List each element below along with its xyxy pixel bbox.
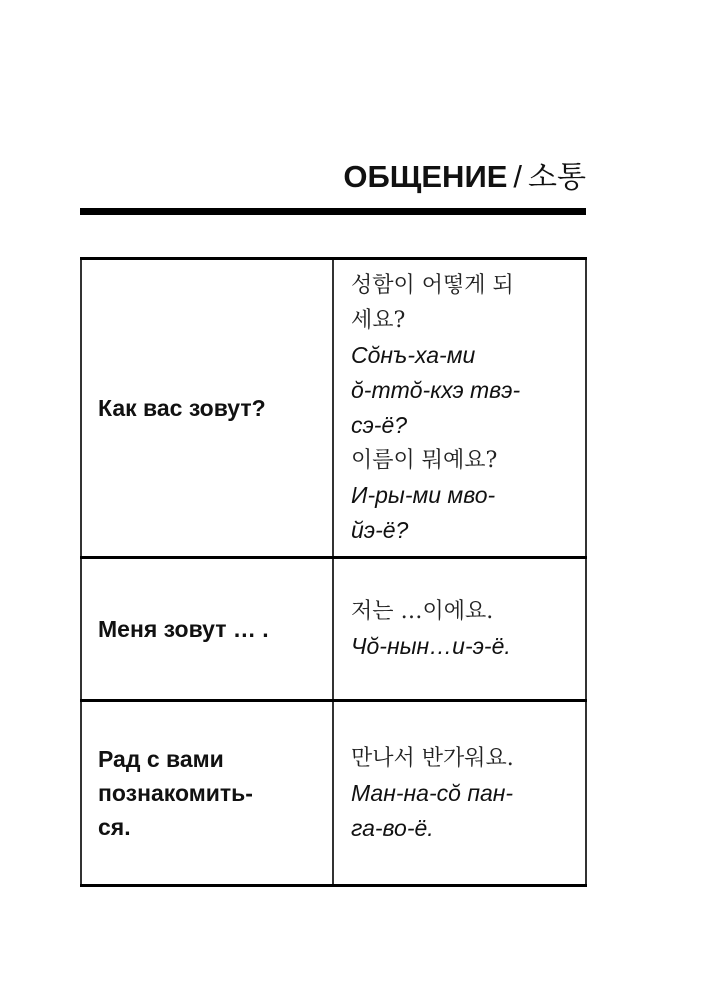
russian-phrase bbox=[81, 701, 333, 886]
heading-separator: / bbox=[513, 159, 523, 194]
transliteration-text: И-ры-ми мво- bbox=[351, 482, 496, 508]
transliteration-text: Ман-на-сŏ пан- bbox=[351, 779, 514, 806]
korean-text: 이름이 뭐예요? bbox=[351, 448, 498, 473]
korean-translation bbox=[333, 259, 586, 558]
korean-text: 세요? bbox=[351, 308, 406, 333]
phrase-table bbox=[80, 257, 587, 887]
transliteration-text: йэ-ё? bbox=[351, 517, 409, 543]
table-row bbox=[81, 259, 586, 558]
transliteration-text: га-во-ё. bbox=[351, 814, 434, 841]
korean-text: 저는 …이에요. bbox=[351, 599, 494, 624]
transliteration-text: Сŏнъ-ха-ми bbox=[351, 342, 476, 368]
korean-translation bbox=[333, 701, 586, 886]
korean-translation bbox=[333, 558, 586, 701]
russian-line: ся. bbox=[98, 814, 131, 840]
transliteration-text: ŏ-ттŏ-кхэ твэ- bbox=[351, 377, 521, 403]
transliteration-text: Чŏ-нын…и-э-ё. bbox=[351, 633, 511, 659]
russian-phrase: Меня зовут … . bbox=[81, 558, 333, 701]
russian-line: Рад с вами bbox=[98, 746, 224, 772]
transliteration-text: сэ-ё? bbox=[351, 412, 408, 438]
russian-line: познакомить- bbox=[98, 780, 253, 806]
table-row bbox=[81, 558, 586, 701]
korean-text: 만나서 반가워요. bbox=[351, 745, 514, 771]
table-row bbox=[81, 701, 586, 886]
korean-text: 성함이 어떻게 되 bbox=[351, 273, 514, 298]
heading-rule bbox=[80, 208, 586, 215]
heading-korean: 소통 bbox=[528, 160, 586, 195]
page-heading bbox=[343, 158, 586, 197]
heading-russian: ОБЩЕНИЕ bbox=[343, 159, 508, 194]
russian-phrase: Как вас зовут? bbox=[81, 259, 333, 558]
